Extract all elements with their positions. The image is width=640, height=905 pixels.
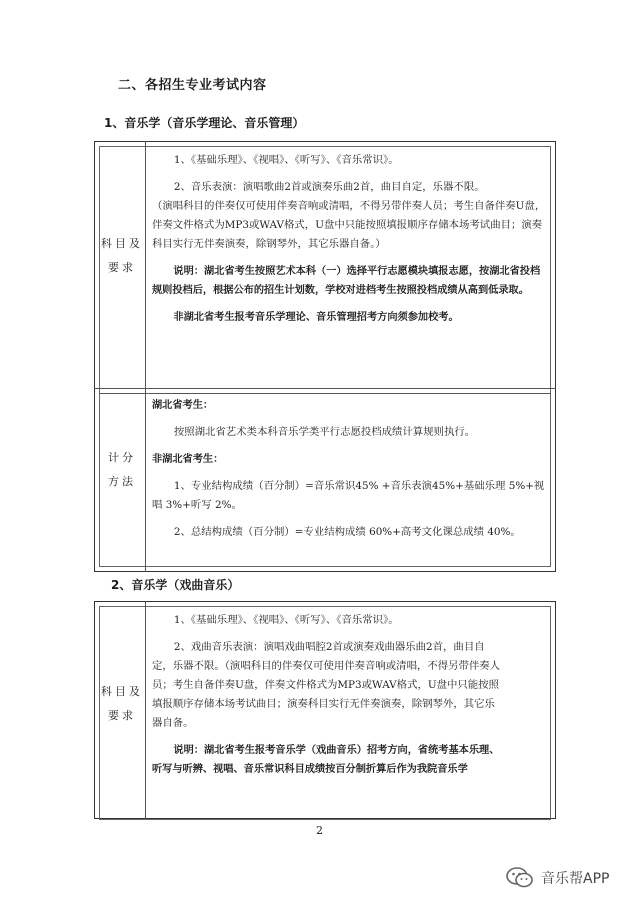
label-line: 科目及: [101, 685, 143, 698]
spacer: [152, 415, 546, 423]
sub-heading: 湖北省考生：: [152, 400, 214, 411]
spacer: [152, 630, 504, 638]
paragraph: 按照湖北省艺术类本科音乐学类平行志愿投档成绩计算规则执行。: [173, 426, 476, 438]
paragraph: 1、《基础乐理》、《视唱》、《听写》、《音乐常识》。: [173, 614, 399, 626]
table-2-row-1-label: [99, 680, 145, 728]
table-2-row-1-content: [152, 611, 504, 779]
spacer: [152, 469, 546, 477]
watermark: [505, 866, 609, 890]
spacer: [152, 733, 504, 741]
section-title: 二、各招生专业考试内容: [118, 78, 267, 93]
paragraph: 1、专业结构成绩（百分制）=音乐常识45% +音乐表演45%+基础乐理 5%+视唱 3%+听写 2%。: [152, 480, 545, 511]
paragraph: 2、音乐表演：演唱歌曲2首或演奏乐曲2首，曲目自定，乐器不限。: [173, 181, 485, 193]
label-line: 要求: [108, 261, 136, 274]
paragraph: 2、总结构成绩（百分制）=专业结构成绩 60%+高考文化课总成绩 40%。: [173, 526, 521, 538]
table-1-row-divider-inner: [99, 393, 551, 394]
paragraph: （演唱科目的伴奏仅可使用伴奏音响或清唱，不得另带伴奏人员；考生自备伴奏U盘，伴奏文件格式为MP3或WAV格式，U盘中只能按照填报顺序存储本场考试曲目；演奏科目实行无伴奏演奏，除钢琴外，其它乐器自备。）: [152, 200, 546, 250]
table-1-row-2-label: [99, 446, 145, 494]
table-1-row-1-label: [99, 232, 145, 280]
label-line: 计分: [108, 451, 136, 464]
note-paragraph: 非湖北省考生报考音乐学理论、音乐管理招考方向须参加校考。: [173, 312, 459, 323]
spacer: [152, 442, 546, 450]
note-paragraph: 说明：湖北省考生按照艺术本科（一）选择平行志愿模块填报志愿，按湖北省投档规则投档后，根据公布的招生计划数，学校对进档考生按照投档成绩从高到低录取。: [152, 266, 541, 296]
note-paragraph: 说明：湖北省考生报考音乐学（戏曲音乐）招考方向，省统考基本乐理、听写与听辨、视唱、音乐常识科目成绩按百分制折算后作为我院音乐学: [152, 745, 500, 775]
spacer: [152, 515, 546, 523]
table-1-row-2-content: [152, 396, 546, 542]
sub-heading: 非湖北省考生：: [152, 454, 224, 465]
label-line: 方法: [108, 475, 136, 488]
subsection-2-title: 2、音乐学（戏曲音乐）: [111, 578, 240, 592]
paragraph: 1、《基础乐理》、《视唱》、《听写》、《音乐常识》。: [173, 154, 399, 166]
label-line: 要求: [108, 709, 136, 722]
paragraph: 2、戏曲音乐表演：演唱戏曲唱腔2首或演奏戏曲器乐曲2首，曲目自定，乐器不限。（演唱科目的伴奏仅可使用伴奏音响或清唱，不得另带伴奏人员；考生自备伴奏U盘，伴奏文件格式为MP3或WAV格式，U盘中只能按照填报顺序存储本场考试曲目；演奏科目实行无伴奏演奏，除钢琴外，其它乐器自备。: [152, 641, 501, 729]
watermark-text: 音乐帮APP: [541, 871, 610, 887]
table-2-divider: [145, 601, 146, 819]
spacer: [152, 300, 546, 308]
label-line: 科目及: [101, 237, 143, 250]
table-1-row-divider: [94, 388, 556, 389]
spacer: [152, 254, 546, 262]
page-number: 2: [316, 824, 323, 837]
subsection-1-title: 1、音乐学（音乐学理论、音乐管理）: [104, 116, 305, 130]
table-1-divider: [145, 141, 146, 572]
table-1-row-1-content: [152, 151, 546, 327]
wechat-icon: [505, 866, 535, 890]
spacer: [152, 170, 546, 178]
